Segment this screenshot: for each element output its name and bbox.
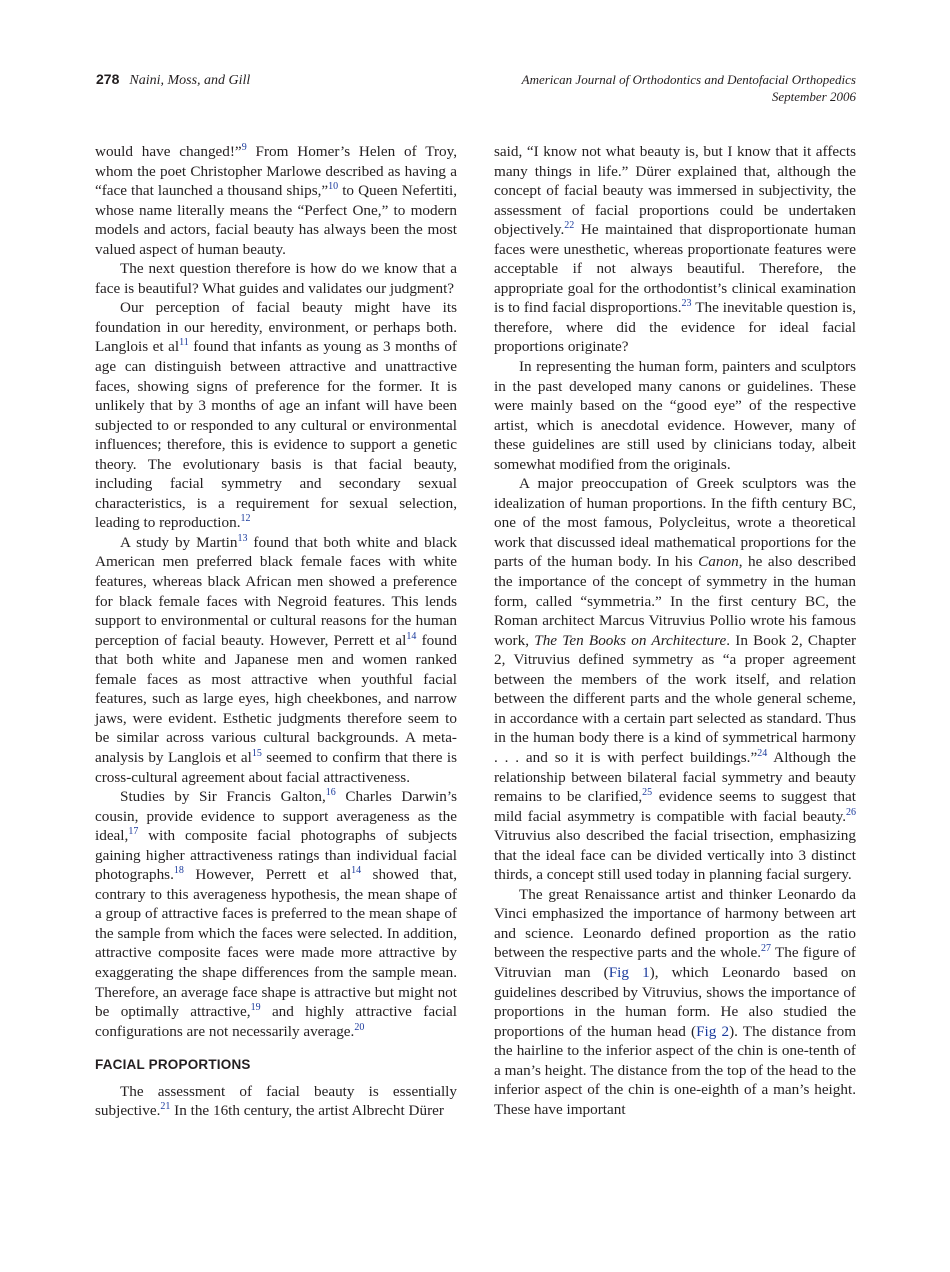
- citation-link[interactable]: 19: [250, 1002, 261, 1014]
- citation-link[interactable]: 15: [251, 747, 262, 759]
- paragraph: said, “I know not what beauty is, but I know that it affects many things in life.” Dürer explained that, although the concept of facial beauty was immersed in subjectivity, the assessment of facial proportions could be undertaken objectively.$^{22}$ He maintained that disproportionate human faces were unesthetic, whereas proportionate features were acceptable if not always beautiful. Therefore, the appropriate goal for the orthodontist’s clinical examination is to find facial disproportions.$^{23}$ The inevitable question is, therefore, where did the evidence for ideal facial proportions originate?: [494, 143, 856, 356]
- citation-link[interactable]: 26: [846, 806, 856, 818]
- paragraph: In representing the human form, painters and sculptors in the past developed many canons or guidelines. These were mainly based on the “good eye” of the respective artist, which is anecdotal evidence. However, many of these guidelines are still used by clinicians today, albeit somewhat modified from the originals.: [494, 358, 856, 473]
- journal-name: American Journal of Orthodontics and Dentofacial Orthopedics: [521, 72, 856, 87]
- paragraph: The assessment of facial beauty is essentially subjective.$^{21}$ In the 16th century, the artist Albrecht Dürer: [95, 1082, 457, 1120]
- citation-link[interactable]: 18: [173, 865, 184, 877]
- citation-link[interactable]: 14: [406, 630, 417, 642]
- citation-link[interactable]: 10: [328, 181, 339, 193]
- paragraph: would have changed!”$^9$ From Homer’s Helen of Troy, whom the poet Christopher Marlowe described as having a “face that launched a thousand ships,”$^{10}$ to Queen Nefertiti, whose name literally means the “Perfect One,” to modern models and actors, facial beauty has always been the most valued aspect of human beauty.: [95, 142, 457, 258]
- paragraph: The great Renaissance artist and thinker Leonardo da Vinci emphasized the importance of harmony between art and science. Leonardo defined proportion as the ratio between the respective parts and the whole.$^{27}$ The figure of Vitruvian man (Fig 1), which Leonardo based on guidelines described by Vitruvius, shows the importance of proportions in the human form. He also studied the proportions of the human head (Fig 2). The distance from the hairline to the inferior aspect of the chin is one-tenth of a man’s height. The distance from the top of the head to the inferior aspect of the chin is one-eighth of a man’s height. These have important: [494, 885, 857, 1118]
- page-number: 278: [96, 71, 120, 87]
- citation-link[interactable]: 21: [160, 1101, 171, 1113]
- figure-link[interactable]: Fig 1: [608, 963, 650, 981]
- paragraph: Our perception of facial beauty might have its foundation in our heredity, environment, or perhaps both. Langlois et $al^{11}$ found that infants as young as 3 months of age can distinguish between attractive and unattractive faces, showing signs of preference for the former. It is unlikely that by 3 months of age an infant will have been subjected to or responded to any cultural or environmental influences; therefore, this is evidence to support a genetic theory. The evolutionary basis is that facial beauty, including facial symmetry and secondary sexual characteristics, is a requirement for sexual selection, leading to reproduction.$^{12}$: [95, 299, 457, 532]
- paragraph: A major preoccupation of Greek sculptors was the idealization of human proportions. In the fifth century BC, one of the most famous, Polycleitus, wrote a theoretical work that discussed ideal mathematical proportions for the parts of the human body. In his Canon, he also described the importance of the concept of symmetry in the human form, called “symmetria.” In the first century BC, the Roman architect Marcus Vitruvius Pollio wrote his famous work, The Ten Books on Architecture. In Book 2, Chapter 2, Vitruvius defined symmetry as “a proper agreement between the members of the work itself, and relation between the different parts and the whole general scheme, in accordance with a certain part selected as standard. Thus in the human body there is a kind of symmetrical harmony . . . and so it is with perfect buildings.”$^{24}$ Although the relationship between bilateral facial symmetry and beauty remains to be clarified,$^{25}$ evidence seems to suggest that mild facial asymmetry is compatible with facial beauty.$^{26}$ Vitruvius also described the facial trisection, emphasizing that the ideal face can be divided vertically into 3 distinct thirds, a concept still used today in planning facial surgery.: [494, 475, 857, 884]
- citation-link[interactable]: 17: [128, 826, 139, 838]
- citation-link[interactable]: 11: [179, 337, 189, 349]
- citation-link[interactable]: 25: [642, 787, 653, 799]
- section-heading: FACIAL PROPORTIONS: [95, 1057, 251, 1073]
- citation-link[interactable]: 27: [761, 943, 772, 955]
- citation-link[interactable]: 9: [241, 142, 247, 153]
- citation-link[interactable]: 13: [237, 532, 248, 544]
- issue-date: September 2006: [771, 89, 856, 104]
- paragraph: A study by Martin$^{13}$ found that both white and black American men preferred black female faces with white features, whereas black African men showed a preference for black female faces with Negroid features. This lends support to environmental or cultural reasons for the human perception of facial beauty. However, Perrett et $al^{14}$ found that both white and Japanese men and women ranked female faces as most attractive when youthful facial features, such as large eyes, high cheekbones, and narrow jaws, were evident. Esthetic judgments therefore seem to be similar across various cultural backgrounds. A meta-analysis by Langlois et $al^{15}$ seemed to confirm that there is cross-cultural agreement about facial attractiveness.: [95, 532, 458, 786]
- citation-link[interactable]: 24: [757, 747, 768, 759]
- citation-link[interactable]: 23: [681, 298, 692, 310]
- left-column: [95, 142, 457, 1121]
- citation-link[interactable]: 20: [354, 1021, 365, 1033]
- running-authors: Naini, Moss, and Gill: [129, 73, 251, 88]
- right-column: [494, 142, 856, 1119]
- citation-link[interactable]: 22: [564, 220, 575, 232]
- citation-link[interactable]: 16: [325, 787, 336, 799]
- journal-info: [522, 71, 856, 105]
- paragraph: Studies by Sir Francis Galton,$^{16}$ Charles Darwin’s cousin, provide evidence to support averageness as the ideal,$^{17}$ with composite facial photographs of subjects gaining higher attractiveness ratings than individual facial photographs.$^{18}$ However, Perrett et $al^{14}$ showed that, contrary to this averageness hypothesis, the mean shape of a group of attractive faces is preferred to the mean shape of the sample from which the faces were selected. In addition, attractive composite faces were made more attractive by exaggerating the shape differences from the sample mean. Therefore, an average face shape is attractive but might not be optimally attractive,$^{19}$ and highly attractive facial configurations are not necessarily average.$^{20}$: [95, 787, 457, 1040]
- citation-link[interactable]: 14: [351, 865, 362, 877]
- running-header: [96, 71, 856, 111]
- figure-link[interactable]: Fig 2: [696, 1022, 730, 1040]
- citation-link[interactable]: 12: [240, 513, 251, 525]
- paragraph: The next question therefore is how do we know that a face is beautiful? What guides and validates our judgment?: [95, 260, 457, 297]
